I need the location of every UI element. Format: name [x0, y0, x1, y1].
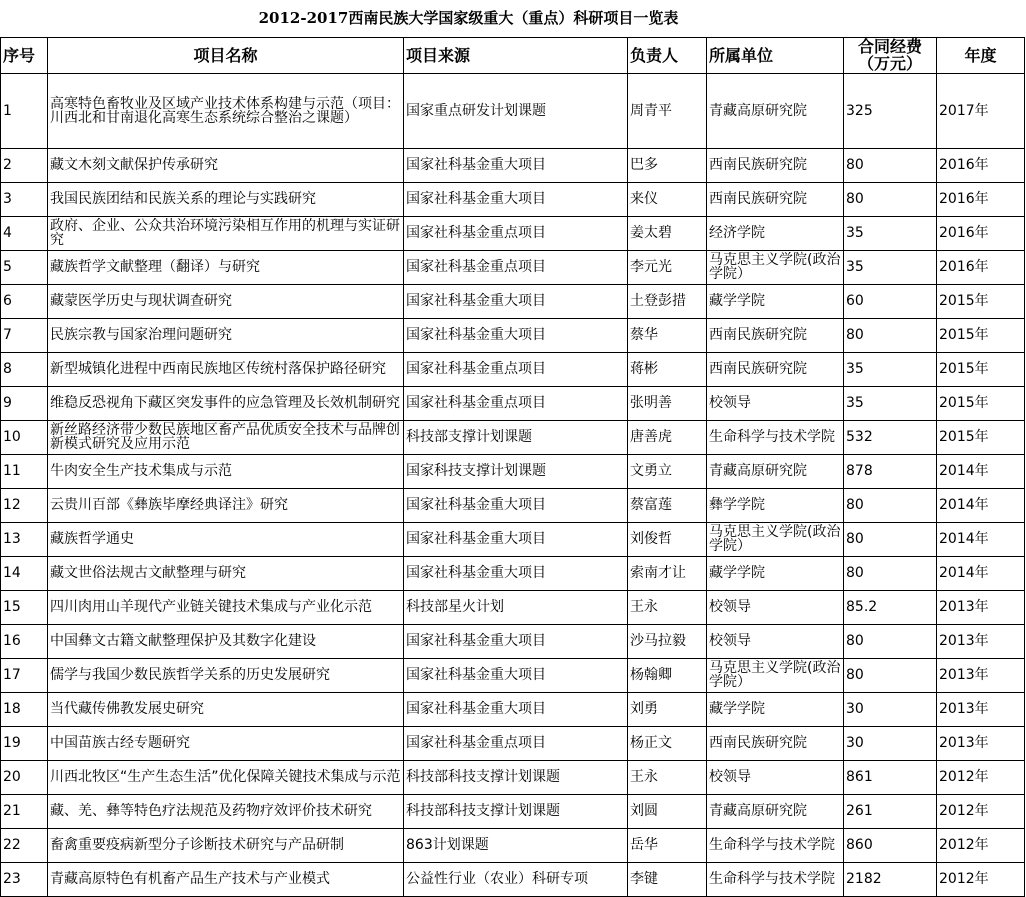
project-funding: 35	[844, 352, 937, 386]
project-year: 2016年	[937, 216, 1025, 250]
project-year: 2015年	[937, 386, 1025, 420]
project-year: 2016年	[937, 250, 1025, 284]
header-name: 项目名称	[48, 37, 404, 73]
project-name: 四川肉用山羊现代产业链关键技术集成与产业化示范	[48, 590, 404, 624]
project-year: 2016年	[937, 182, 1025, 216]
project-unit: 青藏高原研究院	[707, 73, 844, 148]
project-source: 国家社科基金重大项目	[404, 692, 628, 726]
project-year: 2012年	[937, 760, 1025, 794]
project-unit: 西南民族研究院	[707, 352, 844, 386]
project-funding: 860	[844, 828, 937, 862]
table-row	[1, 352, 1025, 386]
header-unit: 所属单位	[707, 37, 844, 73]
project-source: 科技部支撑计划课题	[404, 420, 628, 454]
row-number: 17	[1, 658, 48, 692]
project-unit: 校领导	[707, 386, 844, 420]
project-name: 畜禽重要疫病新型分子诊断技术研究与产品研制	[48, 828, 404, 862]
project-name: 藏蒙医学历史与现状调查研究	[48, 284, 404, 318]
row-number: 11	[1, 454, 48, 488]
table-row	[1, 862, 1025, 896]
project-source: 国家社科基金重大项目	[404, 624, 628, 658]
project-name: 高寒特色畜牧业及区域产业技术体系构建与示范（项目：川西北和甘南退化高寒生态系统综合整治之课题）	[48, 73, 404, 148]
row-number: 1	[1, 73, 48, 148]
project-source: 科技部科技支撑计划课题	[404, 760, 628, 794]
project-leader: 王永	[628, 760, 707, 794]
project-year: 2013年	[937, 624, 1025, 658]
project-source: 国家重点研发计划课题	[404, 73, 628, 148]
row-number: 7	[1, 318, 48, 352]
row-number: 6	[1, 284, 48, 318]
project-name: 我国民族团结和民族关系的理论与实践研究	[48, 182, 404, 216]
project-year: 2014年	[937, 522, 1025, 556]
row-number: 23	[1, 862, 48, 896]
table-row	[1, 284, 1025, 318]
project-unit: 西南民族研究院	[707, 148, 844, 182]
project-source: 国家社科基金重大项目	[404, 284, 628, 318]
project-year: 2016年	[937, 148, 1025, 182]
table-row	[1, 148, 1025, 182]
table-row	[1, 386, 1025, 420]
project-name: 藏族哲学通史	[48, 522, 404, 556]
table-row	[1, 590, 1025, 624]
project-leader: 文勇立	[628, 454, 707, 488]
project-unit: 校领导	[707, 590, 844, 624]
project-unit: 藏学学院	[707, 556, 844, 590]
table-row	[1, 216, 1025, 250]
project-source: 国家社科基金重点项目	[404, 726, 628, 760]
project-leader: 土登彭措	[628, 284, 707, 318]
row-number: 13	[1, 522, 48, 556]
row-number: 16	[1, 624, 48, 658]
project-year: 2015年	[937, 284, 1025, 318]
project-funding: 30	[844, 692, 937, 726]
project-source: 国家社科基金重大项目	[404, 182, 628, 216]
table-row	[1, 726, 1025, 760]
project-leader: 周青平	[628, 73, 707, 148]
project-unit: 西南民族研究院	[707, 182, 844, 216]
project-name: 藏族哲学文献整理（翻译）与研究	[48, 250, 404, 284]
project-funding: 35	[844, 386, 937, 420]
project-unit: 校领导	[707, 624, 844, 658]
project-funding: 80	[844, 556, 937, 590]
header-index: 序号	[1, 37, 48, 73]
table-row	[1, 760, 1025, 794]
project-leader: 岳华	[628, 828, 707, 862]
project-source: 国家社科基金重点项目	[404, 386, 628, 420]
project-source: 863计划课题	[404, 828, 628, 862]
project-name: 当代藏传佛教发展史研究	[48, 692, 404, 726]
table-row	[1, 828, 1025, 862]
table-row	[1, 556, 1025, 590]
row-number: 19	[1, 726, 48, 760]
project-source: 国家社科基金重大项目	[404, 318, 628, 352]
project-unit: 彝学学院	[707, 488, 844, 522]
table-title: 2012-2017西南民族大学国家级重大（重点）科研项目一览表	[1, 0, 937, 37]
project-year: 2015年	[937, 352, 1025, 386]
project-source: 科技部星火计划	[404, 590, 628, 624]
project-leader: 索南才让	[628, 556, 707, 590]
project-name: 中国彝文古籍文献整理保护及其数字化建设	[48, 624, 404, 658]
project-funding: 878	[844, 454, 937, 488]
project-leader: 刘勇	[628, 692, 707, 726]
title-row	[1, 0, 1025, 37]
project-source: 国家社科基金重大项目	[404, 556, 628, 590]
row-number: 15	[1, 590, 48, 624]
project-year: 2013年	[937, 692, 1025, 726]
project-source: 公益性行业（农业）科研专项	[404, 862, 628, 896]
table-row	[1, 488, 1025, 522]
project-funding: 80	[844, 318, 937, 352]
project-name: 藏文木刻文献保护传承研究	[48, 148, 404, 182]
header-source: 项目来源	[404, 37, 628, 73]
row-number: 20	[1, 760, 48, 794]
project-leader: 巴多	[628, 148, 707, 182]
project-leader: 沙马拉毅	[628, 624, 707, 658]
project-funding: 861	[844, 760, 937, 794]
project-unit: 马克思主义学院(政治学院）	[707, 522, 844, 556]
project-funding: 532	[844, 420, 937, 454]
project-year: 2015年	[937, 420, 1025, 454]
header-row	[1, 37, 1025, 73]
project-source: 国家社科基金重点项目	[404, 216, 628, 250]
project-name: 新丝路经济带少数民族地区畜产品优质安全技术与品牌创新模式研究及应用示范	[48, 420, 404, 454]
project-source: 国家社科基金重点项目	[404, 250, 628, 284]
project-leader: 刘俊哲	[628, 522, 707, 556]
project-unit: 生命科学与技术学院	[707, 862, 844, 896]
header-leader: 负责人	[628, 37, 707, 73]
row-number: 2	[1, 148, 48, 182]
project-source: 科技部科技支撑计划课题	[404, 794, 628, 828]
project-year: 2012年	[937, 794, 1025, 828]
project-unit: 西南民族研究院	[707, 726, 844, 760]
project-leader: 唐善虎	[628, 420, 707, 454]
project-funding: 60	[844, 284, 937, 318]
project-leader: 蒋彬	[628, 352, 707, 386]
table-row	[1, 794, 1025, 828]
project-year: 2013年	[937, 726, 1025, 760]
project-funding: 325	[844, 73, 937, 148]
row-number: 10	[1, 420, 48, 454]
project-year: 2013年	[937, 658, 1025, 692]
row-number: 8	[1, 352, 48, 386]
project-year: 2013年	[937, 590, 1025, 624]
project-name: 儒学与我国少数民族哲学关系的历史发展研究	[48, 658, 404, 692]
project-year: 2014年	[937, 556, 1025, 590]
project-funding: 80	[844, 522, 937, 556]
project-unit: 生命科学与技术学院	[707, 420, 844, 454]
project-name: 青藏高原特色有机畜产品生产技术与产业模式	[48, 862, 404, 896]
project-funding: 80	[844, 148, 937, 182]
project-leader: 蔡富莲	[628, 488, 707, 522]
project-unit: 校领导	[707, 760, 844, 794]
project-funding: 35	[844, 216, 937, 250]
project-funding: 30	[844, 726, 937, 760]
project-name: 民族宗教与国家治理问题研究	[48, 318, 404, 352]
project-unit: 藏学学院	[707, 284, 844, 318]
project-funding: 2182	[844, 862, 937, 896]
project-leader: 刘圆	[628, 794, 707, 828]
row-number: 9	[1, 386, 48, 420]
table-row	[1, 250, 1025, 284]
project-year: 2015年	[937, 318, 1025, 352]
table-row	[1, 182, 1025, 216]
project-name: 藏、羌、彝等特色疗法规范及药物疗效评价技术研究	[48, 794, 404, 828]
table-row	[1, 318, 1025, 352]
project-source: 国家科技支撑计划课题	[404, 454, 628, 488]
header-year: 年度	[937, 37, 1025, 73]
project-leader: 来仪	[628, 182, 707, 216]
row-number: 3	[1, 182, 48, 216]
project-unit: 生命科学与技术学院	[707, 828, 844, 862]
row-number: 21	[1, 794, 48, 828]
project-funding: 85.2	[844, 590, 937, 624]
project-leader: 王永	[628, 590, 707, 624]
project-name: 中国苗族古经专题研究	[48, 726, 404, 760]
row-number: 5	[1, 250, 48, 284]
project-funding: 80	[844, 488, 937, 522]
row-number: 14	[1, 556, 48, 590]
row-number: 22	[1, 828, 48, 862]
project-unit: 青藏高原研究院	[707, 794, 844, 828]
project-source: 国家社科基金重大项目	[404, 488, 628, 522]
project-unit: 藏学学院	[707, 692, 844, 726]
project-leader: 李元光	[628, 250, 707, 284]
table-row	[1, 692, 1025, 726]
project-year: 2017年	[937, 73, 1025, 148]
table-row	[1, 658, 1025, 692]
project-source: 国家社科基金重大项目	[404, 148, 628, 182]
table-row	[1, 624, 1025, 658]
project-name: 新型城镇化进程中西南民族地区传统村落保护路径研究	[48, 352, 404, 386]
project-year: 2012年	[937, 828, 1025, 862]
project-name: 政府、企业、公众共治环境污染相互作用的机理与实证研究	[48, 216, 404, 250]
project-name: 牛肉安全生产技术集成与示范	[48, 454, 404, 488]
project-funding: 261	[844, 794, 937, 828]
project-unit: 西南民族研究院	[707, 318, 844, 352]
project-funding: 80	[844, 658, 937, 692]
table-row	[1, 420, 1025, 454]
project-name: 维稳反恐视角下藏区突发事件的应急管理及长效机制研究	[48, 386, 404, 420]
project-funding: 35	[844, 250, 937, 284]
project-source: 国家社科基金重大项目	[404, 522, 628, 556]
project-source: 国家社科基金重点项目	[404, 352, 628, 386]
table-row	[1, 454, 1025, 488]
project-leader: 杨翰卿	[628, 658, 707, 692]
project-unit: 马克思主义学院(政治学院）	[707, 250, 844, 284]
project-unit: 经济学院	[707, 216, 844, 250]
project-leader: 蔡华	[628, 318, 707, 352]
header-funding: 合同经费（万元）	[844, 37, 937, 73]
project-name: 川西北牧区“生产生态生活”优化保障关键技术集成与示范	[48, 760, 404, 794]
project-year: 2014年	[937, 454, 1025, 488]
project-unit: 马克思主义学院(政治学院）	[707, 658, 844, 692]
project-source: 国家社科基金重大项目	[404, 658, 628, 692]
project-name: 云贵川百部《彝族毕摩经典译注》研究	[48, 488, 404, 522]
project-funding: 80	[844, 624, 937, 658]
table-row	[1, 73, 1025, 148]
row-number: 18	[1, 692, 48, 726]
project-year: 2014年	[937, 488, 1025, 522]
project-funding: 80	[844, 182, 937, 216]
project-leader: 杨正文	[628, 726, 707, 760]
project-leader: 姜太碧	[628, 216, 707, 250]
row-number: 12	[1, 488, 48, 522]
project-leader: 李键	[628, 862, 707, 896]
project-leader: 张明善	[628, 386, 707, 420]
project-year: 2012年	[937, 862, 1025, 896]
project-unit: 青藏高原研究院	[707, 454, 844, 488]
table-row	[1, 522, 1025, 556]
project-name: 藏文世俗法规古文献整理与研究	[48, 556, 404, 590]
row-number: 4	[1, 216, 48, 250]
